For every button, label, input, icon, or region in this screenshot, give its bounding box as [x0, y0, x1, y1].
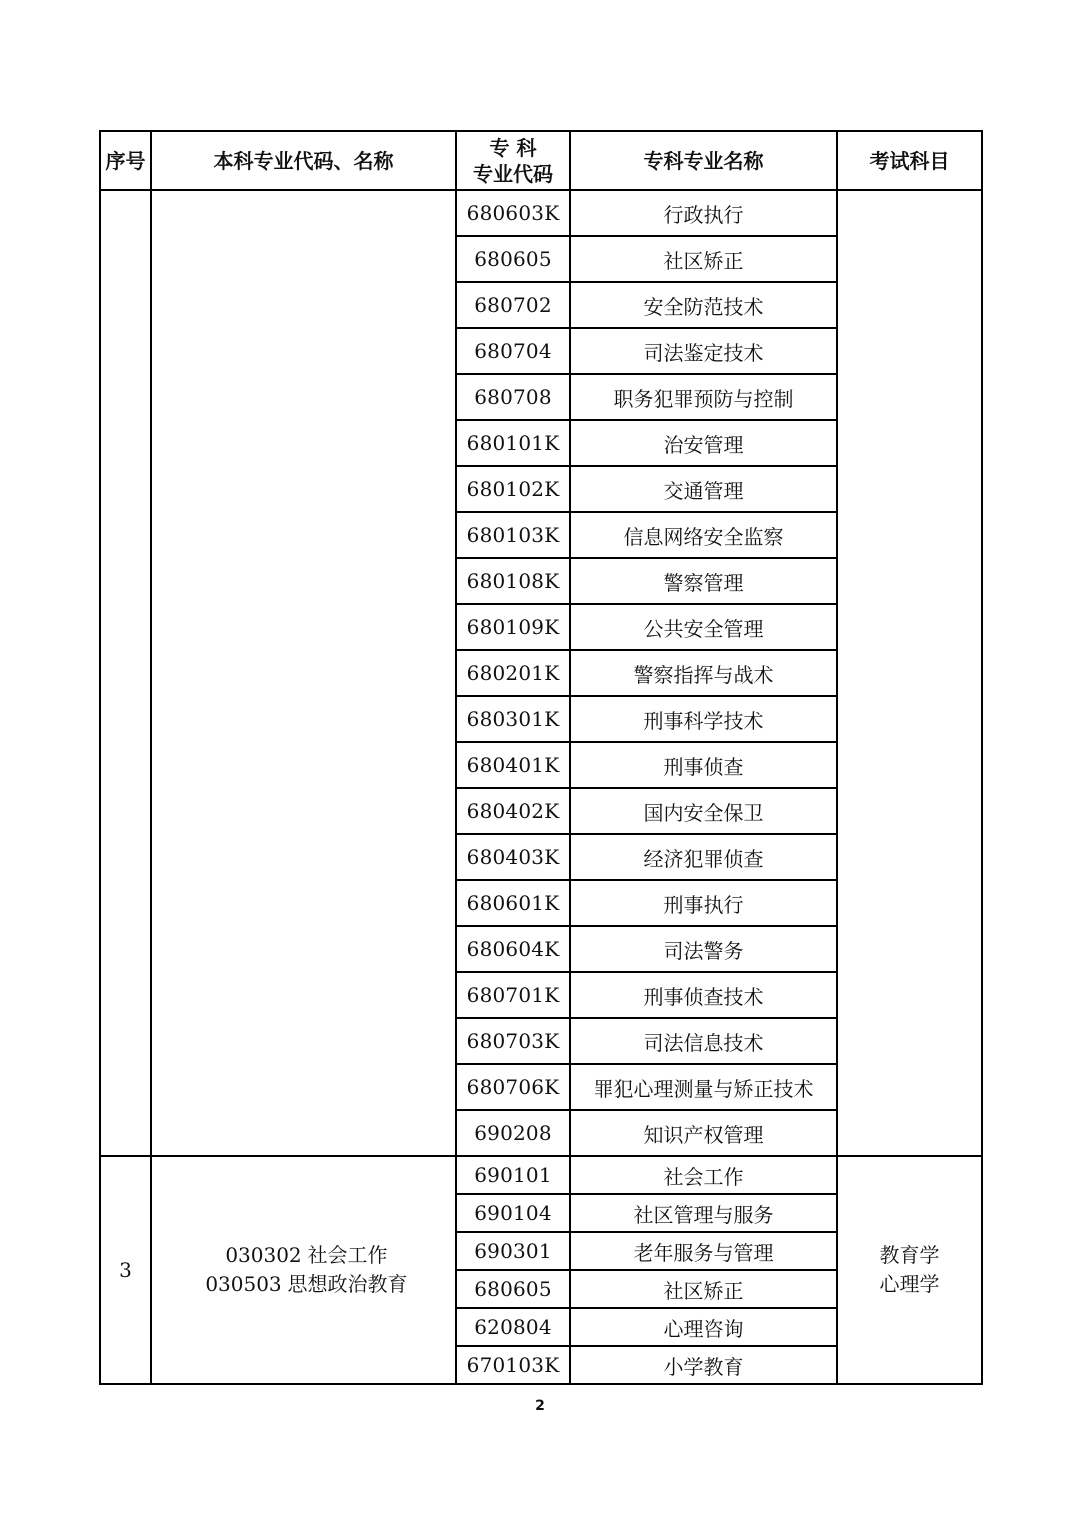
page-number: 2: [535, 1398, 545, 1414]
associate-code-cell: 680108K: [456, 558, 570, 604]
associate-name-cell: 司法鉴定技术: [570, 328, 837, 374]
associate-code-cell: 690101: [456, 1156, 570, 1194]
seq-cell-empty: [100, 190, 151, 1156]
associate-name-cell: 老年服务与管理: [570, 1232, 837, 1270]
associate-code-cell: 680704: [456, 328, 570, 374]
bachelor-major-code: 030302: [225, 1243, 302, 1267]
associate-name-cell: 社区管理与服务: [570, 1194, 837, 1232]
header-associate-code: 专 科 专业代码: [456, 131, 570, 190]
associate-code-cell: 680605: [456, 1270, 570, 1308]
associate-name-cell: 行政执行: [570, 190, 837, 236]
associate-code-cell: 680708: [456, 374, 570, 420]
associate-name-cell: 职务犯罪预防与控制: [570, 374, 837, 420]
associate-name-cell: 罪犯心理测量与矫正技术: [570, 1064, 837, 1110]
associate-code-cell: 680701K: [456, 972, 570, 1018]
associate-name-cell: 心理咨询: [570, 1308, 837, 1346]
associate-name-cell: 小学教育: [570, 1346, 837, 1384]
associate-code-cell: 680703K: [456, 1018, 570, 1064]
associate-name-cell: 治安管理: [570, 420, 837, 466]
associate-name-cell: 社区矫正: [570, 1270, 837, 1308]
bachelor-major-name: 思想政治教育: [287, 1272, 408, 1296]
bachelor-major-code: 030503: [205, 1272, 282, 1296]
bachelor-major-line: [152, 1270, 455, 1299]
header-associate-name: 专科专业名称: [570, 131, 837, 190]
major-table: [99, 130, 983, 1385]
associate-code-cell: 690208: [456, 1110, 570, 1156]
exam-subject: 心理学: [879, 1272, 940, 1296]
exam-subjects-cell: [837, 1156, 982, 1384]
bachelor-majors-cell: [151, 1156, 456, 1384]
associate-code-cell: 690301: [456, 1232, 570, 1270]
associate-code-cell: 680702: [456, 282, 570, 328]
header-seq: 序号: [100, 131, 151, 190]
exam-subjects-cell-empty: [837, 190, 982, 1156]
associate-code-cell: 680403K: [456, 834, 570, 880]
table-row: [100, 1156, 982, 1194]
associate-name-cell: 国内安全保卫: [570, 788, 837, 834]
associate-code-cell: 680101K: [456, 420, 570, 466]
associate-name-cell: 警察管理: [570, 558, 837, 604]
associate-code-cell: 680109K: [456, 604, 570, 650]
associate-name-cell: 社会工作: [570, 1156, 837, 1194]
associate-code-cell: 690104: [456, 1194, 570, 1232]
table-body: [100, 190, 982, 1384]
associate-name-cell: 经济犯罪侦查: [570, 834, 837, 880]
associate-code-cell: 680402K: [456, 788, 570, 834]
table-row: [100, 190, 982, 236]
associate-name-cell: 司法警务: [570, 926, 837, 972]
header-exam-subjects: 考试科目: [837, 131, 982, 190]
associate-code-cell: 680601K: [456, 880, 570, 926]
associate-code-cell: 680103K: [456, 512, 570, 558]
associate-name-cell: 刑事执行: [570, 880, 837, 926]
associate-name-cell: 社区矫正: [570, 236, 837, 282]
associate-name-cell: 刑事侦查: [570, 742, 837, 788]
table-header-row: [100, 131, 982, 190]
exam-subject: 教育学: [879, 1243, 940, 1267]
associate-code-cell: 620804: [456, 1308, 570, 1346]
associate-name-cell: 知识产权管理: [570, 1110, 837, 1156]
associate-name-cell: 警察指挥与战术: [570, 650, 837, 696]
associate-code-cell: 680605: [456, 236, 570, 282]
associate-name-cell: 安全防范技术: [570, 282, 837, 328]
associate-name-cell: 司法信息技术: [570, 1018, 837, 1064]
bachelor-major-line: [152, 1241, 455, 1270]
associate-name-cell: 公共安全管理: [570, 604, 837, 650]
associate-code-cell: 680401K: [456, 742, 570, 788]
seq-cell: 3: [100, 1156, 151, 1384]
associate-name-cell: 交通管理: [570, 466, 837, 512]
associate-code-cell: 680301K: [456, 696, 570, 742]
associate-code-cell: 680201K: [456, 650, 570, 696]
bachelor-cell-empty: [151, 190, 456, 1156]
associate-code-cell: 670103K: [456, 1346, 570, 1384]
associate-name-cell: 刑事侦查技术: [570, 972, 837, 1018]
associate-name-cell: 刑事科学技术: [570, 696, 837, 742]
header-bachelor: 本科专业代码、名称: [151, 131, 456, 190]
bachelor-major-name: 社会工作: [307, 1243, 388, 1267]
associate-code-cell: 680706K: [456, 1064, 570, 1110]
associate-code-cell: 680604K: [456, 926, 570, 972]
associate-code-cell: 680102K: [456, 466, 570, 512]
associate-code-cell: 680603K: [456, 190, 570, 236]
associate-name-cell: 信息网络安全监察: [570, 512, 837, 558]
